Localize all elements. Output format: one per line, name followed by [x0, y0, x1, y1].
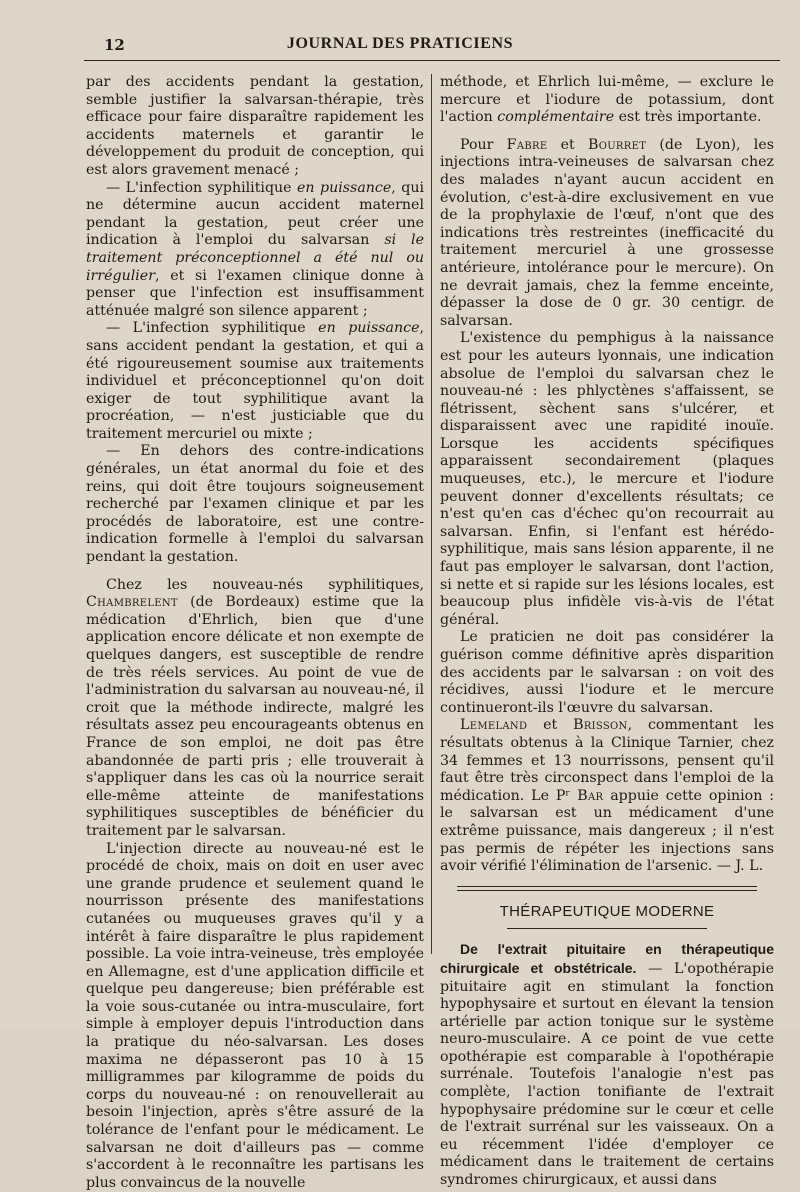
paragraph: — L'infection syphilitique en puissance, qui ne détermine aucun accident maternel pendant la gestation, peut créer une indication à l'emploi du salvarsan si le traitement préconceptionnel a été nul ou irrégulier, et si l'examen clinique donne à penser que l'infection est insuffisamment atténuée malgré son silence apparent ; [86, 179, 424, 319]
author-name: Brisson [573, 717, 628, 734]
section-rule [457, 886, 757, 887]
section-rule [507, 928, 707, 929]
page-header [0, 28, 800, 58]
column-divider [431, 74, 432, 954]
paragraph: L'existence du pemphigus à la naissance est pour les auteurs lyonnais, une indication absolue de l'emploi du salvarsan chez le nouveau-né : les phlyctènes s'affaissent, se flétrissent, sèchent sans s'ulcérer, et disparaissent avec une rapidité inouïe. Lorsque les accidents spécifiques apparaissent secondairement (plaques muqueuses, etc.), le mercure et l'iodure peuvent donner d'excellents résultats; ce n'est qu'en cas d'échec qu'on recourrait au salvarsan. Enfin, si l'enfant est hérédo-syphilitique, mais sans lésion apparente, il ne faut pas employer le salvarsan, dont l'action, si nette et si rapide sur les lésions locales, est beaucoup plus infidèle vis-à-vis de l'état général. [440, 330, 774, 628]
paragraph: — L'infection syphilitique en puissance, sans accident pendant la gestation, et qui a été rigoureusement soumise aux traitements individuel et préconceptionnel qu'on doit exiger de tout syphilitique avant la procréation, — n'est justiciable que du traitement mercuriel ou mixte ; [86, 320, 424, 442]
paragraph: Pour Fabre et Bourret (de Lyon), les injections intra-veineuses de salvarsan chez des malades n'ayant aucun accident en évolution, c'est-à-dire exclusivement en vue de la prophylaxie de l'œuf, n'ont que des indications très restreintes (inefficacité du traitement mercuriel à une grossesse antérieure, intolérance pour le mercure). On ne devrait jamais, chez la femme enceinte, dépasser la dose de 0 gr. 30 centigr. de salvarsan. [440, 136, 774, 329]
article-title: De l'extrait pituitaire en thérapeutique chirurgicale et obstétricale. [440, 941, 774, 976]
paragraph: — En dehors des contre-indications générales, un état anormal du foie et des reins, qui doit être toujours soigneusement recherché par l'examen clinique et par les procédés de laboratoire, est une contre-indication formelle à l'emploi du salvarsan pendant la gestation. [86, 443, 424, 566]
left-column [86, 74, 424, 1192]
paragraph: méthode, et Ehrlich lui-même, — exclure le mercure et l'iodure de potassium, dont l'action complémentaire est très importante. [440, 74, 774, 126]
header-rule [84, 60, 780, 61]
article-paragraph: De l'extrait pituitaire en thérapeutique chirurgicale et obstétricale. — L'opothérapie pituitaire agit en stimulant la fonction hypophysaire et surtout en élevant la tension artérielle par action tonique sur le système neuro-musculaire. A ce point de vue cette opothérapie est comparable à l'opothérapie surrénale. Toutefois l'analogie n'est pas complète, l'action tonifiante de l'extrait hypophysaire prédomine sur le cœur et celle de l'extrait surrénal sur les vaisseaux. On a eu récemment l'idée d'employer ce médicament dans le traitement de certains syndromes chirurgicaux, et aussi dans [440, 941, 774, 1189]
page-number: 12 [104, 36, 125, 54]
author-name: Fabre [506, 136, 548, 153]
author-name: Chambrelent [86, 594, 178, 611]
section-heading: THÉRAPEUTIQUE MODERNE [499, 902, 715, 920]
paragraph: Chez les nouveau-nés syphilitiques, Chambrelent (de Bordeaux) estime que la médication d'Ehrlich, bien que d'une application encore délicate et non exempte de quelques dangers, est susceptible de rendre de très réels services. Au point de vue de l'administration du salvarsan au nouveau-né, il croit que la méthode indirecte, malgré les résultats assez peu encourageants obtenus en France de son emploi, ne doit pas être abandonnée de parti pris ; elle trouverait à s'appliquer dans les cas où la nourrice serait elle-même atteinte de manifestations syphilitiques susceptibles de bénéficier du traitement par le salvarsan. [86, 576, 424, 839]
section-rule [457, 890, 757, 891]
author-name: Lemeland [460, 717, 528, 734]
paragraph: L'injection directe au nouveau-né est le procédé de choix, mais on doit en user avec une grande prudence et seulement quand le nourrisson présente des manifestations cutanées ou muqueuses graves qu'il y a intérêt à faire disparaître le plus rapidement possible. La voie intra-veineuse, très employée en Allemagne, est d'une application difficile et quelque peu dangereuse; bien préférable est la voie sous-cutanée ou intra-musculaire, fort simple à employer depuis l'introduction dans la pratique du néo-salvarsan. Les doses maxima ne dépasseront pas 10 à 15 milligrammes par kilogramme de poids du corps du nouveau-né : on renouvellerait au besoin l'injection, après s'être assuré de la tolérance de l'enfant pour le médicament. Le salvarsan ne doit d'ailleurs pas — comme s'accordent à le reconnaître les partisans les plus convaincus de la nouvelle [86, 840, 424, 1191]
paragraph: par des accidents pendant la gestation, semble justifier la salvarsan-thérapie, très efficace pour faire disparaître rapidement les accidents maternels et garantir le développement du produit de conception, qui est alors gravement menacé ; [86, 74, 424, 178]
paragraph: Lemeland et Brisson, commentant les résultats obtenus à la Clinique Tarnier, chez 34 femmes et 13 nourrissons, pensent qu'il faut être très circonspect dans l'emploi de la médication. Le Pʳ Bar appuie cette opinion : le salvarsan est un médicament d'une extrême puissance, mais dangereux ; il n'est pas permis de répéter les injections sans avoir vérifié l'élimination de l'arsenic. — J. L. [440, 717, 774, 875]
running-title: JOURNAL DES PRATICIENS [286, 35, 514, 52]
author-name: Bourret [587, 136, 647, 153]
right-column [440, 74, 774, 1190]
author-name: Bar [577, 787, 604, 804]
paragraph: Le praticien ne doit pas considérer la guérison comme définitive après disparition des accidents par le salvarsan : on voit des récidives, aussi l'iodure et le mercure continueront-ils l'œuvre du salvarsan. [440, 629, 774, 716]
